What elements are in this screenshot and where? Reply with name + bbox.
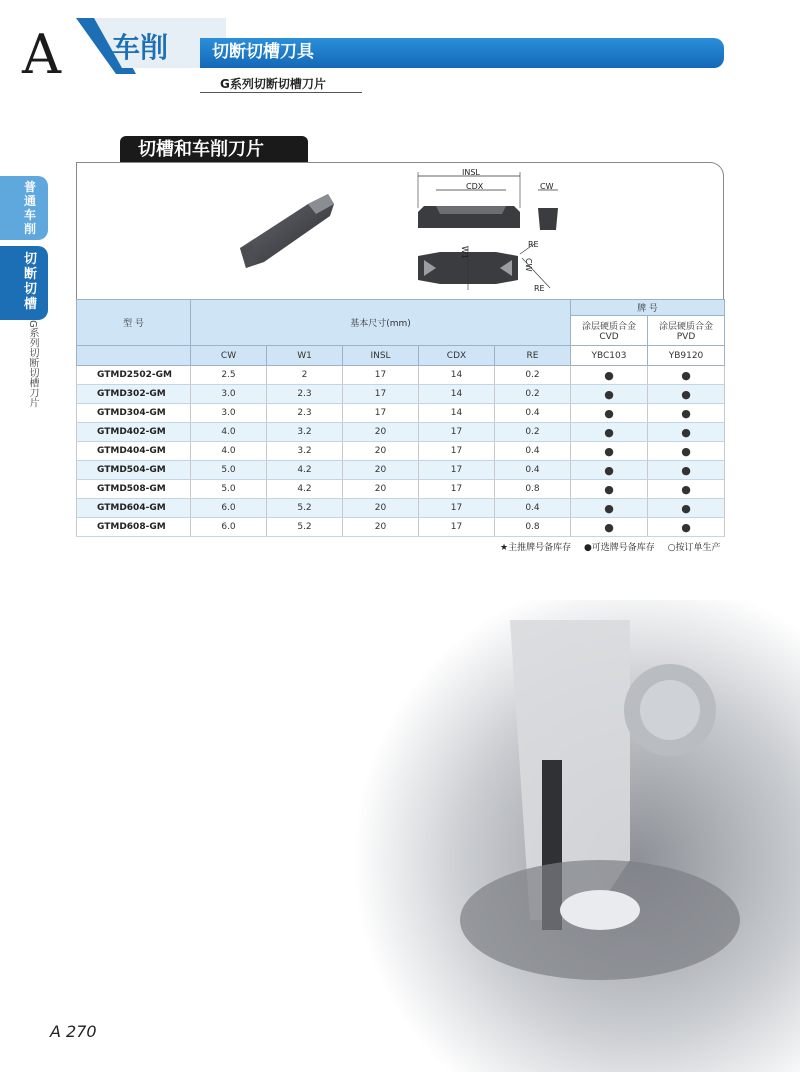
cell-re: 0.4	[495, 461, 571, 480]
page-number: A 270	[50, 1022, 97, 1041]
cell-insl: 20	[343, 442, 419, 461]
cell-g2: ●	[648, 385, 725, 404]
cell-g2: ●	[648, 442, 725, 461]
table-row	[77, 518, 725, 537]
table-row	[77, 423, 725, 442]
legend	[490, 540, 721, 553]
sidebar-tab-parting-grooving-label: 切断切槽	[24, 252, 38, 312]
cell-cw: 5.0	[191, 461, 267, 480]
cell-g1: ●	[571, 518, 648, 537]
subtitle-underline	[200, 92, 362, 93]
cell-g2: ●	[648, 461, 725, 480]
header-model: 型 号	[77, 300, 191, 346]
section-title: 切槽和车削刀片	[138, 139, 264, 160]
cell-cw: 4.0	[191, 423, 267, 442]
cell-cdx: 17	[419, 518, 495, 537]
cell-w1: 2.3	[267, 404, 343, 423]
cell-g1: ●	[571, 423, 648, 442]
cell-g2: ●	[648, 499, 725, 518]
cell-cw: 4.0	[191, 442, 267, 461]
cell-cdx: 14	[419, 366, 495, 385]
cell-model: GTMD402-GM	[77, 423, 191, 442]
header-grade2-type: 涂层硬质合金 PVD	[648, 316, 725, 346]
cell-insl: 20	[343, 499, 419, 518]
sidebar-vertical-label: G系列切断切槽刀片	[27, 320, 38, 408]
cell-model: GTMD504-GM	[77, 461, 191, 480]
header-col-re: RE	[495, 346, 571, 366]
cell-re: 0.2	[495, 366, 571, 385]
cell-insl: 20	[343, 518, 419, 537]
cell-re: 0.4	[495, 442, 571, 461]
cell-g2: ●	[648, 423, 725, 442]
cell-w1: 3.2	[267, 442, 343, 461]
cell-cdx: 14	[419, 385, 495, 404]
cell-insl: 20	[343, 461, 419, 480]
label-cdx: CDX	[466, 182, 484, 191]
table-row	[77, 442, 725, 461]
label-re-top: RE	[528, 240, 539, 249]
cell-g1: ●	[571, 385, 648, 404]
cell-w1: 2.3	[267, 385, 343, 404]
header-grade1-type: 涂层硬质合金 CVD	[571, 316, 648, 346]
cell-model: GTMD604-GM	[77, 499, 191, 518]
cell-w1: 3.2	[267, 423, 343, 442]
label-w1: W1	[460, 246, 469, 259]
cell-cdx: 14	[419, 404, 495, 423]
cell-insl: 17	[343, 366, 419, 385]
header-grade1-name: YBC103	[571, 346, 648, 366]
table-row	[77, 480, 725, 499]
cell-cdx: 17	[419, 423, 495, 442]
cell-re: 0.2	[495, 423, 571, 442]
cell-cw: 3.0	[191, 404, 267, 423]
cell-insl: 20	[343, 480, 419, 499]
header-col-insl: INSL	[343, 346, 419, 366]
cell-w1: 5.2	[267, 518, 343, 537]
cell-re: 0.4	[495, 404, 571, 423]
cell-insl: 17	[343, 385, 419, 404]
cell-cdx: 17	[419, 442, 495, 461]
cell-g1: ●	[571, 480, 648, 499]
table-row	[77, 499, 725, 518]
header-subtitle: G系列切断切槽刀片	[220, 77, 326, 91]
insert-side-diagram	[410, 168, 570, 240]
cell-model: GTMD304-GM	[77, 404, 191, 423]
cell-insl: 20	[343, 423, 419, 442]
legend-order: ○按订单生产	[667, 543, 721, 553]
cell-model: GTMD508-GM	[77, 480, 191, 499]
cell-cdx: 17	[419, 499, 495, 518]
cell-cw: 3.0	[191, 385, 267, 404]
label-insl: INSL	[462, 168, 480, 177]
product-image-frame	[76, 162, 724, 301]
cell-cw: 6.0	[191, 499, 267, 518]
header-dimensions: 基本尺寸(mm)	[191, 300, 571, 346]
spec-table	[76, 299, 725, 537]
legend-main: ★主推牌号备库存	[500, 543, 572, 553]
table-row	[77, 385, 725, 404]
cell-w1: 4.2	[267, 480, 343, 499]
cell-w1: 4.2	[267, 461, 343, 480]
cell-cdx: 17	[419, 461, 495, 480]
cell-re: 0.2	[495, 385, 571, 404]
cell-g2: ●	[648, 366, 725, 385]
cell-model: GTMD302-GM	[77, 385, 191, 404]
cell-g1: ●	[571, 404, 648, 423]
cell-re: 0.8	[495, 518, 571, 537]
header-grade: 牌 号	[571, 300, 725, 316]
cell-insl: 17	[343, 404, 419, 423]
cell-g1: ●	[571, 366, 648, 385]
cell-re: 0.8	[495, 480, 571, 499]
chapter-letter: A	[22, 23, 61, 86]
cell-cw: 5.0	[191, 480, 267, 499]
table-row	[77, 461, 725, 480]
chapter-title: 车削	[112, 31, 169, 64]
header-col-cdx: CDX	[419, 346, 495, 366]
label-re-bottom: RE	[534, 284, 545, 293]
cell-g2: ●	[648, 518, 725, 537]
legend-optional: ●可选牌号备库存	[583, 543, 655, 553]
cell-g2: ●	[648, 404, 725, 423]
label-cw-top: CW	[540, 182, 554, 191]
cell-g1: ●	[571, 442, 648, 461]
cell-w1: 5.2	[267, 499, 343, 518]
cell-re: 0.4	[495, 499, 571, 518]
header-col-w1: W1	[267, 346, 343, 366]
label-cw-bottom: CW	[524, 258, 533, 272]
table-row	[77, 366, 725, 385]
sidebar-tab-general-turning-label: 普通车削	[24, 180, 37, 236]
cell-cw: 6.0	[191, 518, 267, 537]
cell-g1: ●	[571, 461, 648, 480]
header-grade2-name: YB9120	[648, 346, 725, 366]
header-blank	[77, 346, 191, 366]
cell-model: GTMD2502-GM	[77, 366, 191, 385]
machining-photo	[330, 600, 800, 1072]
cell-model: GTMD608-GM	[77, 518, 191, 537]
table-row	[77, 404, 725, 423]
header-bar-title: 切断切槽刀具	[212, 42, 314, 62]
insert-photo-icon	[230, 186, 340, 276]
cell-cw: 2.5	[191, 366, 267, 385]
cell-g1: ●	[571, 499, 648, 518]
header-col-cw: CW	[191, 346, 267, 366]
cell-g2: ●	[648, 480, 725, 499]
cell-w1: 2	[267, 366, 343, 385]
cell-cdx: 17	[419, 480, 495, 499]
cell-model: GTMD404-GM	[77, 442, 191, 461]
